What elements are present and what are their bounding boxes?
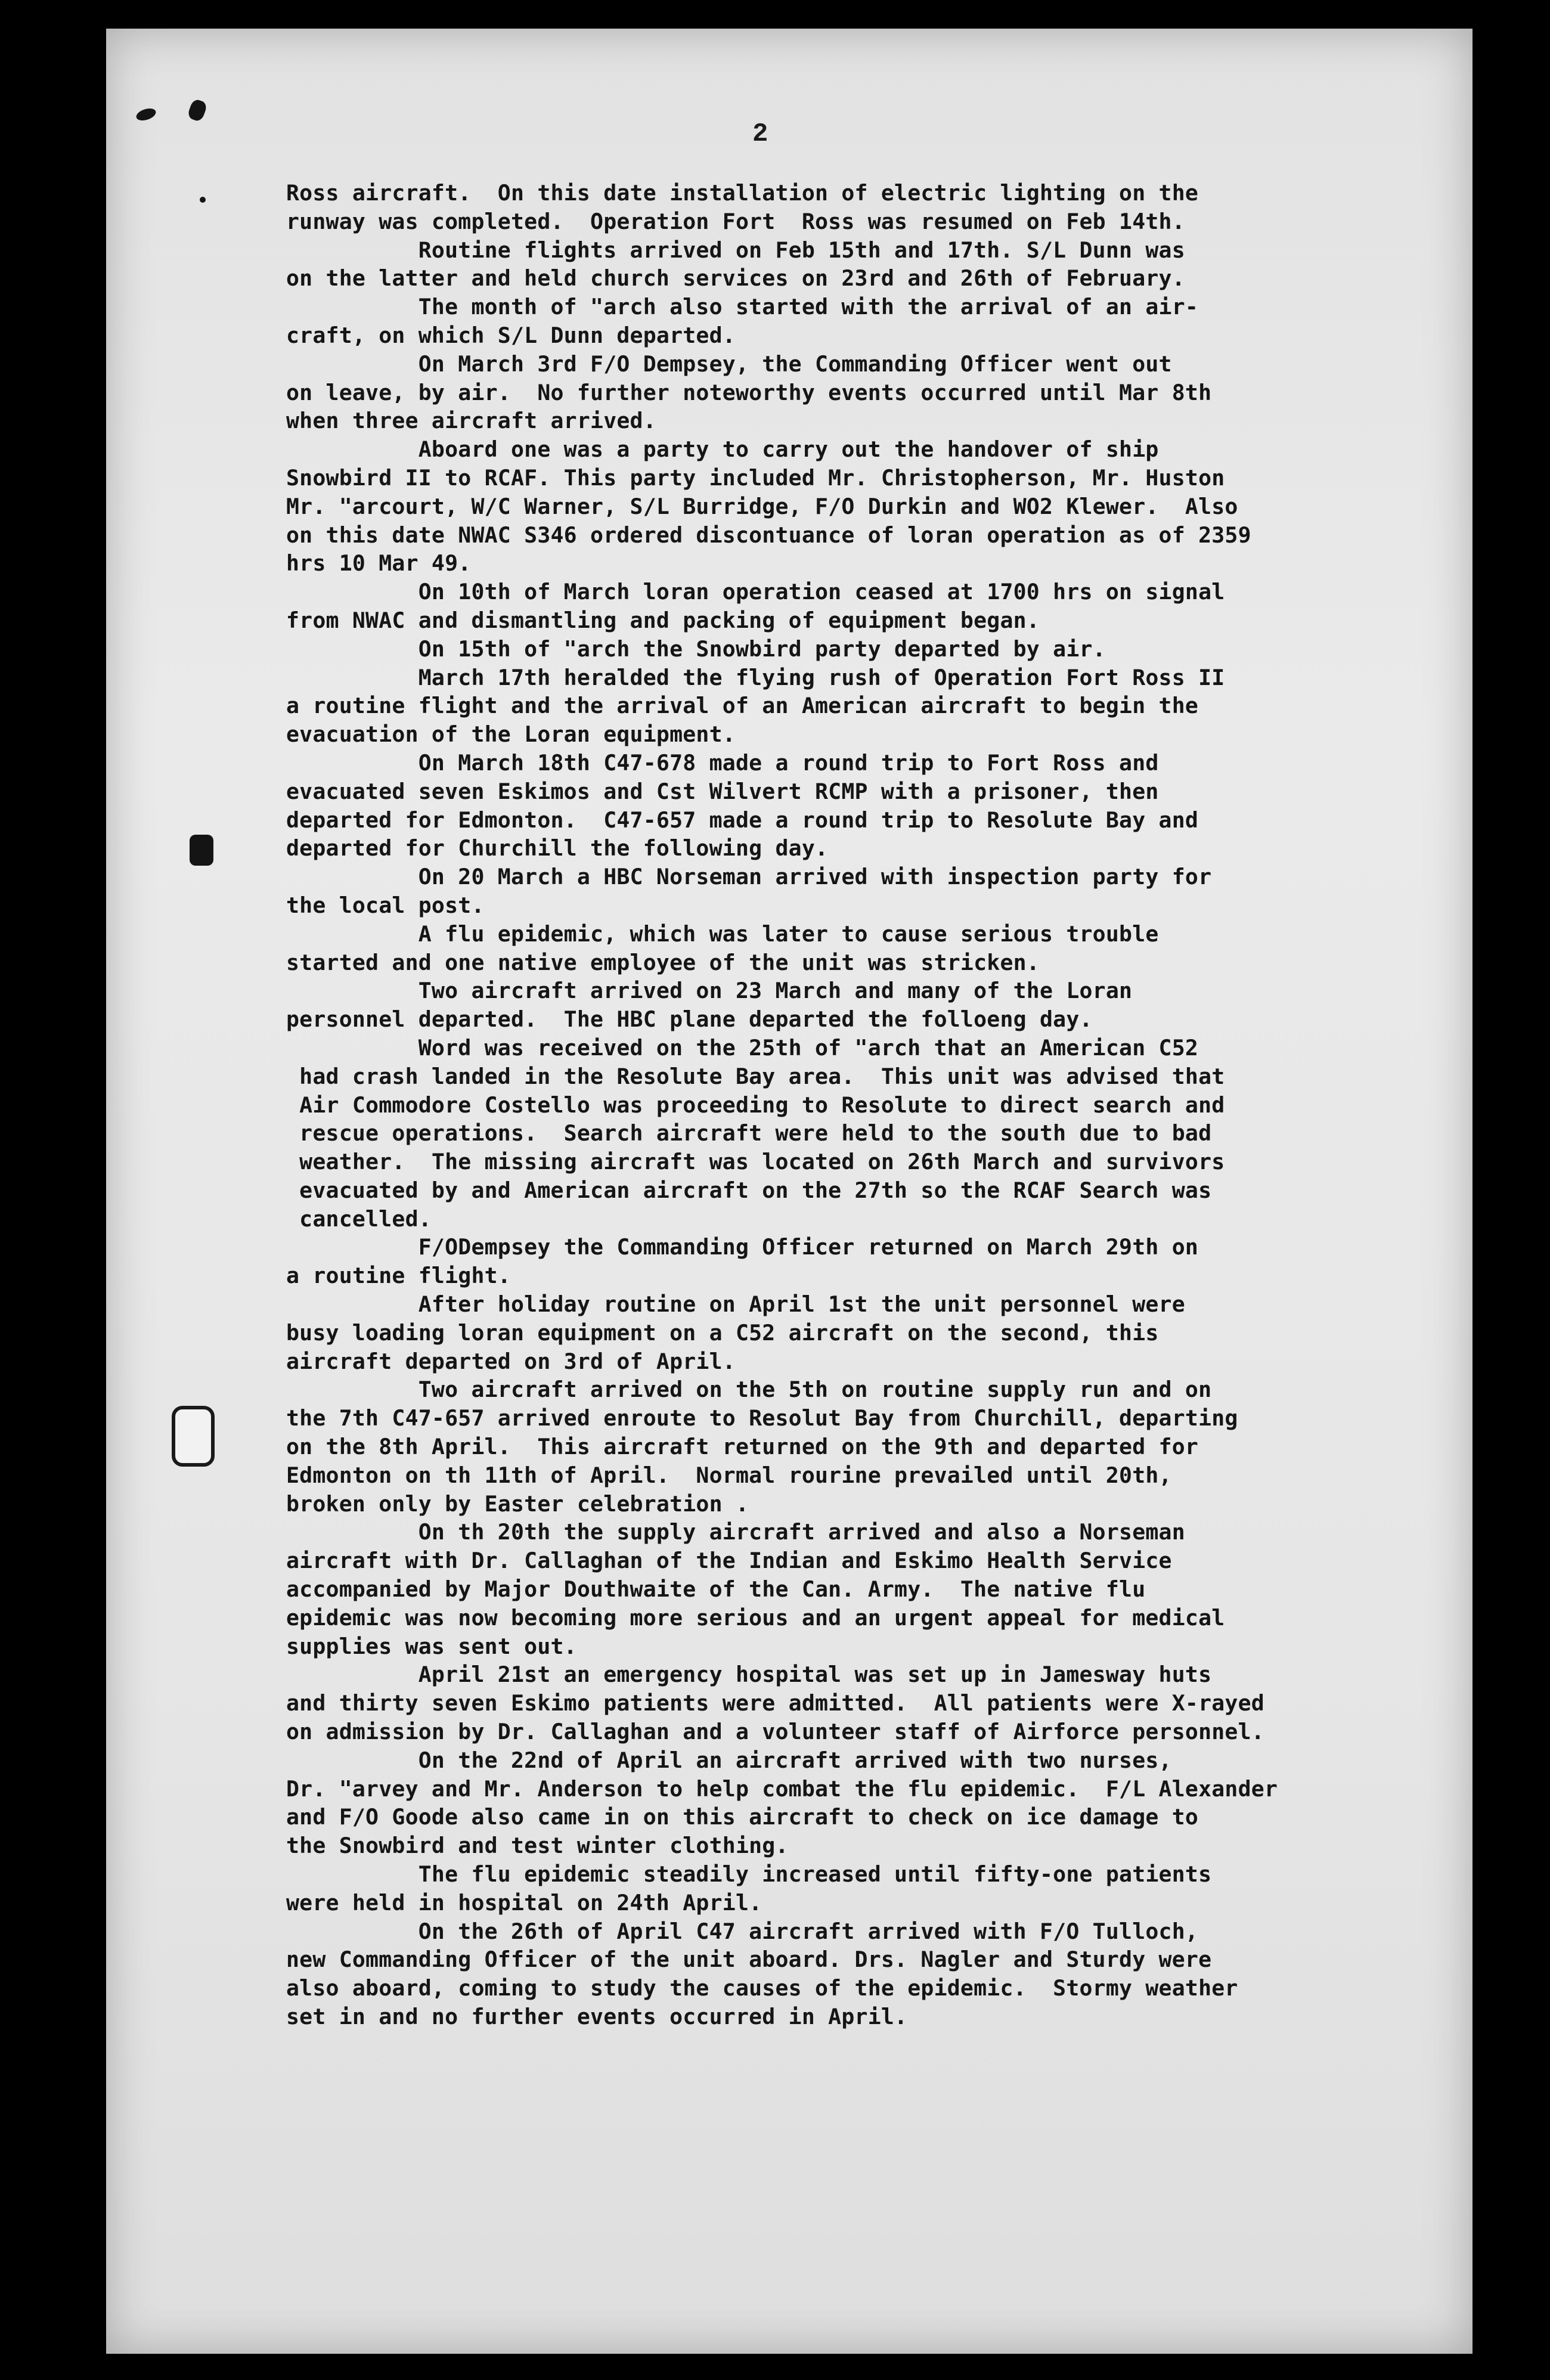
text-line: departed for Edmonton. C47-657 made a round trip to Resolute Bay and	[286, 807, 1199, 833]
text-line: cancelled.	[286, 1206, 432, 1232]
text-line: evacuated by and American aircraft on the 27th so the RCAF Search was	[286, 1177, 1212, 1203]
text-line: March 17th heralded the flying rush of Operation Fort Ross II	[286, 664, 1225, 690]
text-line: rescue operations. Search aircraft were held to the south due to bad	[286, 1120, 1212, 1146]
typewritten-body	[286, 179, 1407, 2031]
text-line: new Commanding Officer of the unit aboard. Drs. Nagler and Sturdy were	[286, 1947, 1212, 1973]
text-line: on the 8th April. This aircraft returned on the 9th and departed for	[286, 1434, 1199, 1460]
text-line: The flu epidemic steadily increased until fifty-one patients	[286, 1861, 1212, 1888]
text-line: On th 20th the supply aircraft arrived and also a Norseman	[286, 1519, 1185, 1545]
text-line: hrs 10 Mar 49.	[286, 550, 472, 577]
text-line: Two aircraft arrived on the 5th on routine supply run and on	[286, 1377, 1212, 1403]
text-line: Mr. "arcourt, W/C Warner, S/L Burridge, F/O Durkin and WO2 Klewer. Also	[286, 493, 1238, 519]
text-line: busy loading loran equipment on a C52 aircraft on the second, this	[286, 1319, 1159, 1346]
text-line: A flu epidemic, which was later to cause serious trouble	[286, 921, 1159, 947]
text-line: evacuated seven Eskimos and Cst Wilvert RCMP with a prisoner, then	[286, 778, 1159, 804]
text-line: April 21st an emergency hospital was set up in Jamesway huts	[286, 1662, 1212, 1688]
text-line: were held in hospital on 24th April.	[286, 1889, 762, 1916]
text-line: set in and no further events occurred in April.	[286, 2004, 908, 2029]
text-line: The month of "arch also started with the arrival of an air-	[286, 294, 1199, 320]
text-line: Ross aircraft. On this date installation of electric lighting on the	[286, 180, 1199, 206]
text-line: evacuation of the Loran equipment.	[286, 721, 736, 748]
text-line: had crash landed in the Resolute Bay area. This unit was advised that	[286, 1063, 1225, 1089]
text-line: on admission by Dr. Callaghan and a volunteer staff of Airforce personnel.	[286, 1719, 1264, 1745]
text-line: Air Commodore Costello was proceeding to Resolute to direct search and	[286, 1092, 1225, 1118]
text-line: On March 3rd F/O Dempsey, the Commanding Officer went out	[286, 351, 1172, 377]
text-line: On 20 March a HBC Norseman arrived with inspection party for	[286, 864, 1212, 890]
text-line: aircraft departed on 3rd of April.	[286, 1348, 736, 1374]
text-line: Two aircraft arrived on 23 March and many of the Loran	[286, 978, 1133, 1004]
text-line: Edmonton on th 11th of April. Normal rourine prevailed until 20th,	[286, 1462, 1172, 1488]
text-line: from NWAC and dismantling and packing of equipment began.	[286, 607, 1040, 633]
text-line: aircraft with Dr. Callaghan of the Indian and Eskimo Health Service	[286, 1548, 1172, 1574]
text-line: weather. The missing aircraft was located on 26th March and survivors	[286, 1149, 1225, 1175]
text-line: the local post.	[286, 892, 485, 918]
margin-mark	[190, 835, 213, 866]
text-line: and F/O Goode also came in on this aircraft to check on ice damage to	[286, 1804, 1199, 1830]
text-line: on the latter and held church services on 23rd and 26th of February.	[286, 265, 1185, 292]
text-line: craft, on which S/L Dunn departed.	[286, 322, 736, 348]
text-line: On 10th of March loran operation ceased at 1700 hrs on signal	[286, 579, 1225, 605]
text-line: the Snowbird and test winter clothing.	[286, 1833, 789, 1859]
text-line: departed for Churchill the following day.	[286, 835, 829, 861]
text-line: started and one native employee of the unit was stricken.	[286, 949, 1040, 975]
text-line: accompanied by Major Douthwaite of the Can. Army. The native flu	[286, 1576, 1146, 1603]
text-line: on leave, by air. No further noteworthy events occurred until Mar 8th	[286, 379, 1212, 405]
text-line: Aboard one was a party to carry out the handover of ship	[286, 436, 1159, 463]
text-line: broken only by Easter celebration .	[286, 1490, 749, 1517]
text-line: F/ODempsey the Commanding Officer returned on March 29th on	[286, 1234, 1199, 1260]
text-line: Routine flights arrived on Feb 15th and 17th. S/L Dunn was	[286, 237, 1185, 263]
text-line: also aboard, coming to study the causes of the epidemic. Stormy weather	[286, 1975, 1238, 2001]
text-line: On March 18th C47-678 made a round trip to Fort Ross and	[286, 749, 1159, 776]
text-line: and thirty seven Eskimo patients were admitted. All patients were X-rayed	[286, 1690, 1264, 1716]
text-line: a routine flight and the arrival of an American aircraft to begin the	[286, 693, 1199, 719]
text-line: personnel departed. The HBC plane departed the folloeng day.	[286, 1006, 1093, 1033]
text-line: On the 26th of April C47 aircraft arrived with F/O Tulloch,	[286, 1918, 1199, 1944]
text-line: supplies was sent out.	[286, 1633, 577, 1659]
text-line: on this date NWAC S346 ordered discontuance of loran operation as of 2359	[286, 522, 1251, 548]
text-line: On 15th of "arch the Snowbird party departed by air.	[286, 636, 1106, 662]
text-line: a routine flight.	[286, 1263, 511, 1289]
text-line: Snowbird II to RCAF. This party included Mr. Christopherson, Mr. Huston	[286, 464, 1225, 491]
ink-dot	[200, 197, 206, 203]
text-line: runway was completed. Operation Fort Ross was resumed on Feb 14th.	[286, 208, 1185, 234]
text-line: when three aircraft arrived.	[286, 408, 656, 434]
text-line: On the 22nd of April an aircraft arrived with two nurses,	[286, 1747, 1172, 1773]
text-line: epidemic was now becoming more serious and an urgent appeal for medical	[286, 1604, 1225, 1631]
text-line: Dr. "arvey and Mr. Anderson to help combat the flu epidemic. F/L Alexander	[286, 1775, 1278, 1802]
text-line: the 7th C47-657 arrived enroute to Resolut Bay from Churchill, departing	[286, 1405, 1238, 1431]
text-line: Word was received on the 25th of "arch that an American C52	[286, 1034, 1199, 1061]
page-number: 2	[752, 119, 768, 149]
binding-hole	[172, 1406, 215, 1467]
text-line: After holiday routine on April 1st the unit personnel were	[286, 1291, 1185, 1318]
